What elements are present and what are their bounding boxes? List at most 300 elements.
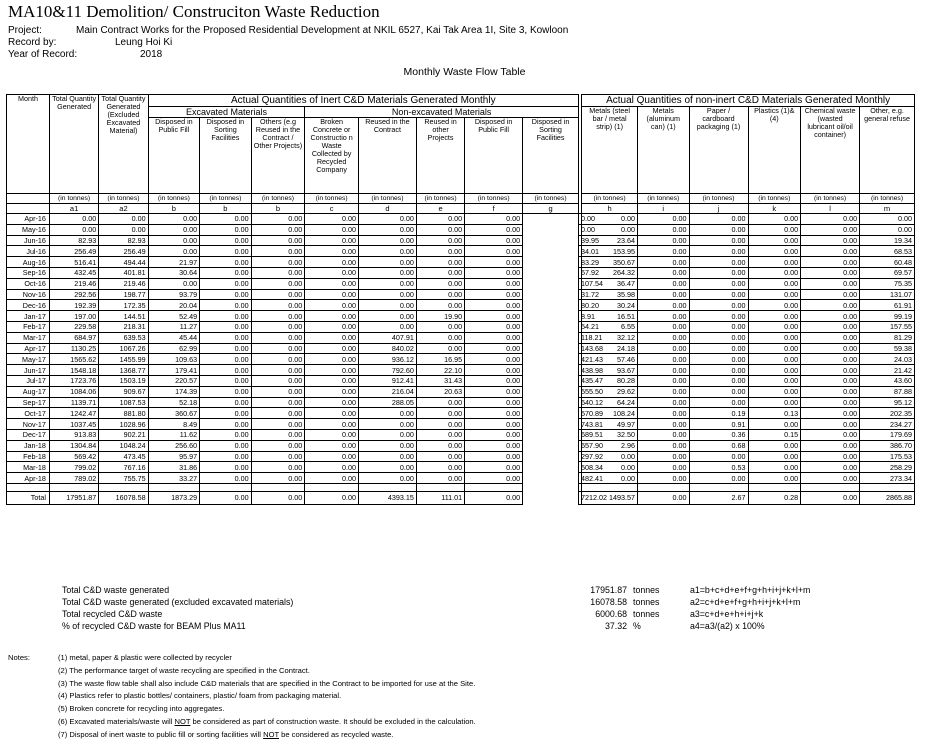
value-cell: 57.46: [582, 354, 638, 365]
value-cell: 0.00: [358, 300, 416, 311]
value-cell: 936.12: [358, 354, 416, 365]
note-text: (7) Disposal of inert waste to public fill or sorting facilities will: [58, 729, 264, 739]
value-cell: 24.03: [860, 354, 915, 365]
value-cell: 64.24: [582, 397, 638, 408]
summary-row: [62, 608, 882, 620]
value-cell: 516.41: [49, 257, 98, 268]
value-cell: 0.00: [748, 257, 801, 268]
value-cell: 0.00: [200, 473, 252, 484]
unit-cell: (in tonnes): [305, 194, 359, 204]
table-row: [7, 365, 915, 376]
value-cell: 0.00: [200, 354, 252, 365]
value-cell: 0.00: [801, 332, 860, 343]
value-cell: 24.18: [582, 343, 638, 354]
value-cell: 0.00: [465, 278, 523, 289]
header-col: Other, e.g. general refuse: [860, 107, 915, 194]
code-cell: k: [748, 204, 801, 214]
value-cell: 0.00: [358, 408, 416, 419]
value-cell: 0.00: [305, 257, 359, 268]
value-cell: 0.00: [200, 257, 252, 268]
note-emphasis: NOT: [174, 716, 191, 726]
value-cell: 219.46: [49, 278, 98, 289]
header-col: Chemical waste (wasted lubricant oil/oil container): [801, 107, 860, 194]
value-cell: 0.00: [638, 429, 690, 440]
value-cell: 19.90: [416, 311, 464, 322]
value-cell: 0.00: [305, 429, 359, 440]
table-row: [7, 278, 915, 289]
header-col: Reused in the Contract: [358, 118, 416, 194]
value-cell: 401.81: [99, 267, 148, 278]
value-cell: 0.00: [801, 214, 860, 225]
table-row: [7, 311, 915, 322]
value-cell: 0.00: [465, 332, 523, 343]
value-cell: 0.00: [801, 491, 860, 504]
summary-value: 37.32: [604, 621, 627, 631]
value-cell: 81.29: [860, 332, 915, 343]
value-cell: 0.00: [416, 332, 464, 343]
value-cell: 0.00: [251, 365, 305, 376]
value-cell: 0.28: [748, 491, 801, 504]
value-cell: 22.10: [416, 365, 464, 376]
month-cell: Jan-18: [7, 440, 50, 451]
value-cell: 62.99: [148, 343, 200, 354]
value-cell: 0.00: [748, 419, 801, 430]
value-cell: 0.00: [358, 235, 416, 246]
summary-unit: tonnes: [633, 585, 660, 595]
month-cell: Nov-16: [7, 289, 50, 300]
value-cell: 881.80: [99, 408, 148, 419]
value-cell: 7212.02: [578, 491, 581, 504]
value-cell: 0.00: [200, 321, 252, 332]
month-cell: Feb-18: [7, 451, 50, 462]
value-cell: 93.67: [582, 365, 638, 376]
value-cell: 684.97: [49, 332, 98, 343]
value-cell: 31.72: [578, 289, 581, 300]
value-cell: 0.00: [638, 397, 690, 408]
value-cell: 0.00: [200, 451, 252, 462]
value-cell: 0.00: [465, 386, 523, 397]
value-cell: 0.00: [251, 257, 305, 268]
value-cell: 0.00: [251, 321, 305, 332]
value-cell: 0.00: [305, 289, 359, 300]
summary-unit: tonnes: [633, 609, 660, 619]
value-cell: 4393.15: [358, 491, 416, 504]
header-col: Metals (steel bar / metal strip) (1): [582, 107, 638, 194]
value-cell: 0.00: [416, 235, 464, 246]
value-cell: 0.00: [638, 278, 690, 289]
value-cell: 80.28: [582, 375, 638, 386]
value-cell: 0.00: [358, 214, 416, 225]
value-cell: 0.00: [200, 375, 252, 386]
value-cell: 407.91: [358, 332, 416, 343]
value-cell: 11.62: [148, 429, 200, 440]
header-non-excavated-group: Non-excavated Materials: [305, 107, 579, 118]
value-cell: 0.00: [305, 246, 359, 257]
value-cell: 792.60: [358, 365, 416, 376]
value-cell: 93.79: [148, 289, 200, 300]
summary-label: % of recycled C&D waste for BEAM Plus MA11: [62, 621, 246, 631]
meta-value: Main Contract Works for the Proposed Residential Development at NKIL 6527, Kai Tak Area 1I, Site 3, Kowloon: [76, 25, 569, 36]
value-cell: 0.00: [638, 321, 690, 332]
value-cell: 0.00: [200, 300, 252, 311]
value-cell: 80.20: [578, 300, 581, 311]
table-row: [7, 224, 915, 235]
value-cell: 0.00: [358, 419, 416, 430]
value-cell: 273.34: [860, 473, 915, 484]
value-cell: 0.00: [638, 257, 690, 268]
value-cell: 0.00: [465, 397, 523, 408]
value-cell: 0.00: [465, 429, 523, 440]
code-cell: i: [638, 204, 690, 214]
value-cell: 21.42: [860, 365, 915, 376]
value-cell: 570.89: [578, 408, 581, 419]
value-cell: 0.00: [251, 397, 305, 408]
value-cell: 174.39: [148, 386, 200, 397]
value-cell: 657.90: [578, 440, 581, 451]
value-cell: 421.43: [578, 354, 581, 365]
value-cell: 256.49: [49, 246, 98, 257]
value-cell: 153.95: [582, 246, 638, 257]
value-cell: 0.00: [582, 451, 638, 462]
value-cell: 1087.53: [99, 397, 148, 408]
value-cell: 435.47: [578, 375, 581, 386]
code-cell: [7, 204, 50, 214]
value-cell: 0.00: [148, 214, 200, 225]
value-cell: 0.00: [748, 332, 801, 343]
summary-row: [62, 620, 882, 632]
value-cell: 0.00: [582, 214, 638, 225]
value-cell: 360.67: [148, 408, 200, 419]
value-cell: 0.00: [689, 235, 748, 246]
value-cell: 19.34: [860, 235, 915, 246]
value-cell: 192.39: [49, 300, 98, 311]
value-cell: 0.00: [801, 246, 860, 257]
value-cell: 0.00: [200, 419, 252, 430]
value-cell: 8.91: [578, 311, 581, 322]
value-cell: 30.24: [582, 300, 638, 311]
value-cell: 0.00: [748, 321, 801, 332]
summary-value: 6000.68: [595, 609, 627, 619]
value-cell: 0.00: [251, 408, 305, 419]
value-cell: 111.01: [416, 491, 464, 504]
value-cell: 218.31: [99, 321, 148, 332]
value-cell: 0.00: [251, 289, 305, 300]
value-cell: 157.55: [860, 321, 915, 332]
value-cell: 0.00: [465, 491, 523, 504]
value-cell: 0.00: [465, 462, 523, 473]
value-cell: 0.00: [689, 257, 748, 268]
value-cell: 0.00: [465, 375, 523, 386]
value-cell: 1368.77: [99, 365, 148, 376]
meta-label: Year of Record:: [8, 49, 78, 60]
month-cell: Apr-18: [7, 473, 50, 484]
unit-cell: (in tonnes): [689, 194, 748, 204]
meta-value: Leung Hoi Ki: [115, 37, 173, 48]
table-row: [7, 375, 915, 386]
value-cell: 0.00: [465, 311, 523, 322]
meta-record-by: [8, 37, 172, 49]
value-cell: 0.00: [801, 408, 860, 419]
table-row: [7, 354, 915, 365]
note-item: [58, 716, 878, 729]
value-cell: 0.00: [416, 408, 464, 419]
value-cell: 0.00: [638, 451, 690, 462]
meta-project: [8, 25, 568, 37]
month-cell: Feb-17: [7, 321, 50, 332]
value-cell: 0.00: [200, 224, 252, 235]
value-cell: 0.00: [582, 473, 638, 484]
table-row: [7, 451, 915, 462]
table-row: [7, 419, 915, 430]
value-cell: 220.57: [148, 375, 200, 386]
value-cell: 840.02: [358, 343, 416, 354]
value-cell: 6.55: [582, 321, 638, 332]
value-cell: 16078.58: [99, 491, 148, 504]
value-cell: 2.96: [582, 440, 638, 451]
value-cell: 0.00: [748, 267, 801, 278]
value-cell: 0.00: [801, 419, 860, 430]
value-cell: 0.91: [689, 419, 748, 430]
value-cell: 0.00: [689, 473, 748, 484]
value-cell: 0.00: [251, 235, 305, 246]
value-cell: 0.00: [801, 300, 860, 311]
waste-flow-table: [6, 94, 915, 505]
value-cell: 0.00: [801, 440, 860, 451]
value-cell: 52.18: [148, 397, 200, 408]
value-cell: 0.00: [689, 343, 748, 354]
value-cell: 0.00: [689, 214, 748, 225]
value-cell: 0.13: [748, 408, 801, 419]
value-cell: 0.00: [251, 462, 305, 473]
unit-cell: (in tonnes): [465, 194, 523, 204]
value-cell: 0.00: [358, 246, 416, 257]
value-cell: 87.88: [860, 386, 915, 397]
value-cell: 0.00: [358, 224, 416, 235]
value-cell: 0.00: [748, 246, 801, 257]
value-cell: 0.00: [689, 386, 748, 397]
value-cell: 1304.84: [49, 440, 98, 451]
value-cell: 0.00: [748, 365, 801, 376]
note-text: be considered as recycled waste.: [279, 729, 394, 739]
code-cell: e: [416, 204, 464, 214]
value-cell: 0.00: [638, 343, 690, 354]
value-cell: 0.00: [416, 278, 464, 289]
value-cell: 0.00: [251, 224, 305, 235]
value-cell: 1455.99: [99, 354, 148, 365]
value-cell: 0.00: [358, 462, 416, 473]
value-cell: 8.49: [148, 419, 200, 430]
meta-label: Record by:: [8, 37, 57, 48]
month-cell: Sep-17: [7, 397, 50, 408]
value-cell: 0.00: [582, 224, 638, 235]
value-cell: 49.97: [582, 419, 638, 430]
value-cell: 0.00: [305, 451, 359, 462]
meta-year: [8, 49, 162, 61]
unit-cell: (in tonnes): [358, 194, 416, 204]
value-cell: 0.00: [200, 278, 252, 289]
value-cell: 144.51: [99, 311, 148, 322]
value-cell: 0.00: [638, 462, 690, 473]
meta-value: 2018: [140, 49, 163, 60]
month-cell: Oct-17: [7, 408, 50, 419]
value-cell: 0.00: [251, 491, 305, 504]
value-cell: 0.53: [689, 462, 748, 473]
value-cell: 0.00: [251, 300, 305, 311]
summary-formula: a2=c+d+e+f+g+h+i+j+k+l+m: [690, 597, 801, 607]
value-cell: 743.81: [578, 419, 581, 430]
value-cell: 39.95: [578, 235, 581, 246]
value-cell: 0.00: [200, 440, 252, 451]
value-cell: 0.00: [49, 214, 98, 225]
value-cell: 0.00: [465, 257, 523, 268]
value-cell: 1048.24: [99, 440, 148, 451]
code-cell: m: [860, 204, 915, 214]
code-cell: b: [148, 204, 200, 214]
value-cell: 438.98: [578, 365, 581, 376]
code-cell: g: [523, 204, 579, 214]
value-cell: 0.00: [99, 214, 148, 225]
value-cell: 0.00: [305, 354, 359, 365]
value-cell: 32.12: [582, 332, 638, 343]
value-cell: 0.00: [305, 321, 359, 332]
value-cell: 52.49: [148, 311, 200, 322]
value-cell: 0.00: [99, 224, 148, 235]
value-cell: 0.00: [416, 300, 464, 311]
value-cell: 640.12: [578, 397, 581, 408]
value-cell: 0.00: [465, 214, 523, 225]
value-cell: 0.68: [689, 440, 748, 451]
value-cell: 0.00: [748, 473, 801, 484]
value-cell: 95.97: [148, 451, 200, 462]
month-cell: Jul-17: [7, 375, 50, 386]
value-cell: 292.56: [49, 289, 98, 300]
header-non-inert-group: Actual Quantities of non-inert C&D Materials Generated Monthly: [582, 95, 915, 107]
meta-label: Project:: [8, 25, 42, 36]
value-cell: 109.63: [148, 354, 200, 365]
code-cell: b: [251, 204, 305, 214]
table-row: [7, 246, 915, 257]
value-cell: 197.00: [49, 311, 98, 322]
value-cell: 0.00: [801, 397, 860, 408]
value-cell: 494.44: [99, 257, 148, 268]
value-cell: 0.00: [465, 235, 523, 246]
value-cell: 0.00: [358, 440, 416, 451]
value-cell: 297.92: [578, 451, 581, 462]
value-cell: 31.86: [148, 462, 200, 473]
value-cell: 0.00: [860, 224, 915, 235]
value-cell: 118.21: [578, 332, 581, 343]
header-excavated-group: Excavated Materials: [148, 107, 305, 118]
value-cell: 0.00: [416, 343, 464, 354]
value-cell: 1084.06: [49, 386, 98, 397]
header-col: Disposed in Sorting Facilities: [200, 118, 252, 194]
header-col: Disposed in Public Fill: [465, 118, 523, 194]
value-cell: 0.00: [748, 343, 801, 354]
summary-row: [62, 584, 882, 596]
value-cell: 0.00: [801, 365, 860, 376]
value-cell: 0.00: [358, 311, 416, 322]
value-cell: 0.00: [638, 235, 690, 246]
value-cell: 0.00: [416, 429, 464, 440]
table-row: [7, 440, 915, 451]
unit-cell: (in tonnes): [99, 194, 148, 204]
value-cell: 0.00: [689, 354, 748, 365]
value-cell: 0.00: [638, 332, 690, 343]
note-text: (6) Excavated materials/waste will: [58, 716, 175, 726]
value-cell: 0.00: [465, 408, 523, 419]
header-total-generated: Total Quantity Generated: [49, 95, 98, 194]
value-cell: 0.00: [416, 246, 464, 257]
value-cell: 0.00: [416, 257, 464, 268]
document-title: MA10&11 Demolition/ Construciton Waste Reduction: [8, 2, 380, 21]
value-cell: 0.00: [251, 354, 305, 365]
unit-cell: (in tonnes): [416, 194, 464, 204]
value-cell: 0.00: [689, 365, 748, 376]
value-cell: 0.00: [416, 419, 464, 430]
table-row: [7, 429, 915, 440]
value-cell: 31.43: [416, 375, 464, 386]
value-cell: 0.00: [465, 354, 523, 365]
value-cell: 0.00: [358, 257, 416, 268]
value-cell: 0.00: [200, 332, 252, 343]
table-row: [7, 300, 915, 311]
note-emphasis: NOT: [263, 729, 280, 739]
value-cell: 288.05: [358, 397, 416, 408]
header-col: Paper / cardboard packaging (1): [689, 107, 748, 194]
value-cell: 175.53: [860, 451, 915, 462]
value-cell: 0.00: [801, 473, 860, 484]
value-cell: 0.00: [305, 214, 359, 225]
note-item: (2) The performance target of waste recycling are specified in the Contract.: [58, 665, 310, 675]
value-cell: 0.00: [465, 451, 523, 462]
value-cell: 0.00: [801, 321, 860, 332]
value-cell: 16.51: [582, 311, 638, 322]
value-cell: 234.27: [860, 419, 915, 430]
value-cell: 0.00: [689, 451, 748, 462]
value-cell: 0.00: [638, 375, 690, 386]
value-cell: 0.00: [748, 440, 801, 451]
value-cell: 0.00: [305, 224, 359, 235]
summary-formula: a4=a3/(a2) x 100%: [690, 621, 765, 631]
month-cell: Dec-16: [7, 300, 50, 311]
value-cell: 1548.18: [49, 365, 98, 376]
value-cell: 0.00: [358, 321, 416, 332]
value-cell: 0.00: [638, 214, 690, 225]
value-cell: 0.00: [689, 246, 748, 257]
value-cell: 0.00: [305, 375, 359, 386]
table-row: [7, 257, 915, 268]
value-cell: 179.69: [860, 429, 915, 440]
value-cell: 0.00: [638, 300, 690, 311]
value-cell: 0.00: [416, 289, 464, 300]
value-cell: 0.00: [801, 224, 860, 235]
table-row: [7, 473, 915, 484]
value-cell: 0.00: [801, 278, 860, 289]
value-cell: 386.70: [860, 440, 915, 451]
value-cell: 0.00: [251, 311, 305, 322]
value-cell: 0.00: [200, 386, 252, 397]
note-item: (3) The waste flow table shall also include C&D materials that are specified in the Contract to be imported for use at the Site.: [58, 678, 476, 688]
summary-row: [62, 596, 882, 608]
value-cell: 0.00: [748, 289, 801, 300]
note-item: [58, 729, 878, 742]
table-row: [7, 321, 915, 332]
value-cell: 0.00: [801, 386, 860, 397]
value-cell: 1028.96: [99, 419, 148, 430]
value-cell: 0.00: [578, 214, 581, 225]
value-cell: 0.00: [582, 462, 638, 473]
unit-cell: (in tonnes): [49, 194, 98, 204]
